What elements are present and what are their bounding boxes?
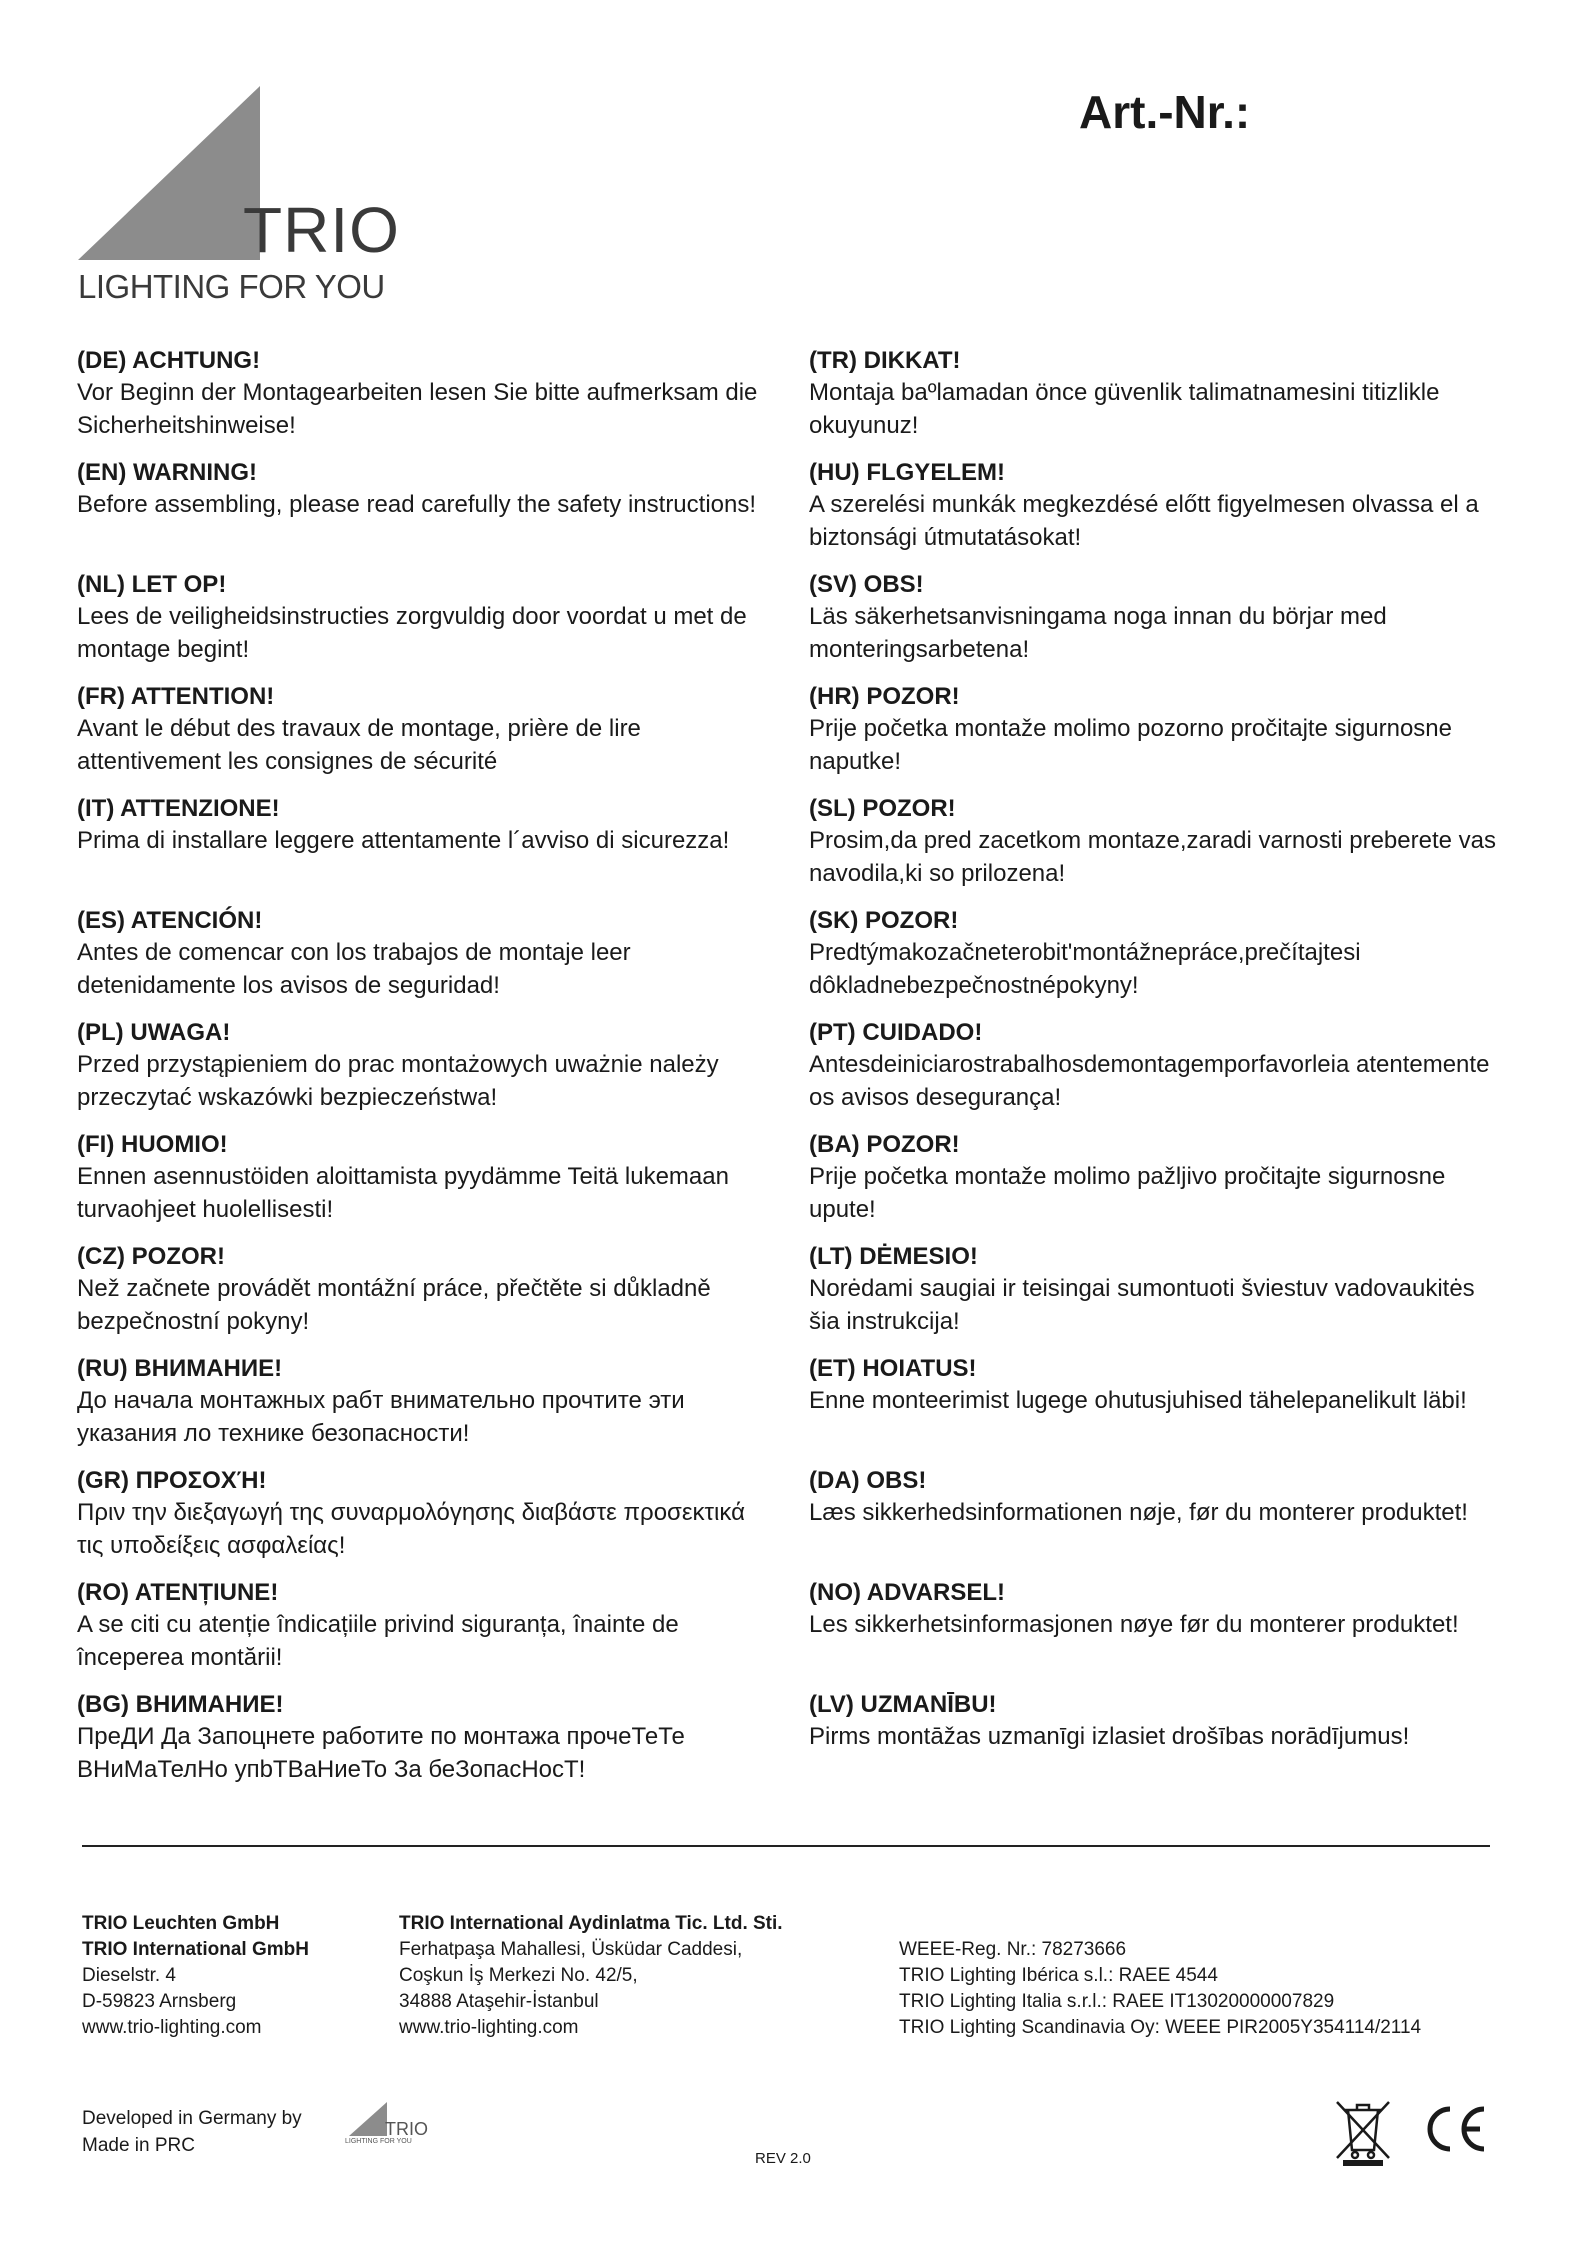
warning-block xyxy=(809,682,1509,794)
website: www.trio-lighting.com xyxy=(399,2017,579,2038)
warning-text: Prima di installare leggere attentamente l´avviso di sicurezza! xyxy=(77,827,730,854)
warning-text: Predtýmakozačneterobit'montážnepráce,prečítajtesi dôkladnebezpečnostnépokyny! xyxy=(809,939,1361,999)
warning-text: Prosim,da pred zacetkom montaze,zaradi varnosti preberete vas navodila,ki so prilozena! xyxy=(809,827,1496,887)
weee-registrations xyxy=(899,1937,1421,2041)
warning-heading: (BG) ВНИМАНИЕ! xyxy=(77,1691,284,1718)
warning-heading: (PT) CUIDADO! xyxy=(809,1019,983,1046)
warning-heading: (ES) ATENCIÓN! xyxy=(77,907,263,934)
city: 34888 Ataşehir-İstanbul xyxy=(399,1991,599,2012)
warning-heading: (FR) ATTENTION! xyxy=(77,683,275,710)
street: Dieselstr. 4 xyxy=(82,1965,176,1986)
warning-heading: (LV) UZMANĪBU! xyxy=(809,1691,997,1718)
ce-mark-icon xyxy=(1420,2103,1490,2155)
warning-block xyxy=(809,1242,1509,1354)
warning-text: Norėdami saugiai ir teisingai sumontuoti šviestuv vadovaukitės šia instrukcija! xyxy=(809,1275,1475,1335)
street: Ferhatpaşa Mahallesi, Üsküdar Caddesi, xyxy=(399,1939,743,1960)
logo-tagline: LIGHTING FOR YOU xyxy=(78,268,385,305)
warning-heading: (LT) DĖMESIO! xyxy=(809,1243,978,1270)
warning-heading: (ET) HOIATUS! xyxy=(809,1355,977,1382)
warning-text: ПреДИ Да Запоцнете работите по монтажа прочеТеТе ВНиМаТелНо упbТВаНиеТо За беЗопасНосТ! xyxy=(77,1723,685,1783)
warning-block xyxy=(77,906,777,1018)
trio-logo xyxy=(78,86,408,316)
warning-heading: (NO) ADVARSEL! xyxy=(809,1579,1005,1606)
warning-text: До начала монтажных рабт внимательно прочтите эти указания ло технике безопасности! xyxy=(77,1387,685,1447)
developed-text: Developed in Germany by xyxy=(82,2108,302,2129)
warning-block xyxy=(77,1018,777,1130)
warning-heading: (IT) ATTENZIONE! xyxy=(77,795,280,822)
weee-reg: WEEE-Reg. Nr.: 78273666 xyxy=(899,1939,1127,1960)
warning-heading: (SV) OBS! xyxy=(809,571,924,598)
revision-label: REV 2.0 xyxy=(755,2150,811,2167)
warning-block xyxy=(809,906,1509,1018)
warning-text: Πριν την διεξαγωγή της συναρμολόγησης διαβάστε προσεκτικά τις υποδείξεις ασφαλείας! xyxy=(77,1499,745,1559)
warning-text: Avant le début des travaux de montage, prière de lire attentivement les consignes de sécurité xyxy=(77,715,641,775)
mini-trio-logo xyxy=(345,2098,428,2148)
warning-heading: (CZ) POZOR! xyxy=(77,1243,225,1270)
warning-text: Vor Beginn der Montagearbeiten lesen Sie bitte aufmerksam die Sicherheitshinweise! xyxy=(77,379,758,439)
weee-bin-icon xyxy=(1331,2096,1395,2168)
warning-text: Les sikkerhetsinformasjonen nøye før du monterer produktet! xyxy=(809,1611,1459,1638)
warning-text: Antesdeiniciarostrabalhosdemontagemporfavorleia atentemente os avisos desegurança! xyxy=(809,1051,1490,1111)
warning-heading: (GR) ΠΡΟΣΟΧΉ! xyxy=(77,1467,267,1494)
warning-block xyxy=(809,1466,1509,1578)
warning-block xyxy=(77,346,777,458)
warning-heading: (NL) LET OP! xyxy=(77,571,227,598)
warning-text: Prije početka montaže molimo pozorno pročitajte sigurnosne naputke! xyxy=(809,715,1452,775)
warning-block xyxy=(77,1354,777,1466)
warning-block xyxy=(77,1242,777,1354)
warning-heading: (HR) POZOR! xyxy=(809,683,960,710)
warning-text: Przed przystąpieniem do prac montażowych uważnie należy przeczytać wskazówki bezpieczeństwa! xyxy=(77,1051,719,1111)
address-turkey xyxy=(399,1911,783,2041)
warnings-right-column xyxy=(809,346,1509,1802)
warning-heading: (RO) ATENȚIUNE! xyxy=(77,1579,279,1606)
company-name: TRIO International GmbH xyxy=(82,1939,309,1960)
warning-text: Montaja baºlamadan önce güvenlik talimatnamesini titizlikle okuyunuz! xyxy=(809,379,1440,439)
mini-logo-brand: TRIO xyxy=(385,2119,428,2139)
warning-heading: (DA) OBS! xyxy=(809,1467,927,1494)
warning-text: A se citi cu atenție îndicațiile privind siguranța, înainte de începerea montării! xyxy=(77,1611,679,1671)
warning-block xyxy=(77,458,777,570)
warning-block xyxy=(77,1690,777,1802)
warning-block xyxy=(809,570,1509,682)
weee-scandinavia: TRIO Lighting Scandinavia Oy: WEEE PIR2005Y354114/2114 xyxy=(899,2017,1422,2038)
warning-block xyxy=(809,346,1509,458)
footer-divider xyxy=(82,1845,1490,1847)
warning-heading: (HU) FLGYELEM! xyxy=(809,459,1005,486)
article-number-label: Art.-Nr.: xyxy=(1079,86,1251,138)
warning-text: Läs säkerhetsanvisningama noga innan du börjar med monteringsarbetena! xyxy=(809,603,1387,663)
warning-heading: (BA) POZOR! xyxy=(809,1131,960,1158)
warning-block xyxy=(77,1578,777,1690)
company-name: TRIO International Aydinlatma Tic. Ltd. Sti. xyxy=(399,1913,783,1934)
warning-text: Before assembling, please read carefully the safety instructions! xyxy=(77,491,757,518)
website: www.trio-lighting.com xyxy=(82,2017,262,2038)
warning-block xyxy=(77,1130,777,1242)
warning-text: Antes de comencar con los trabajos de montaje leer detenidamente los avisos de seguridad! xyxy=(77,939,631,999)
logo-brand: TRIO xyxy=(243,194,400,266)
warning-block xyxy=(809,1578,1509,1690)
warning-heading: (EN) WARNING! xyxy=(77,459,257,486)
city: D-59823 Arnsberg xyxy=(82,1991,237,2012)
warning-block xyxy=(809,794,1509,906)
warning-heading: (DE) ACHTUNG! xyxy=(77,347,261,374)
warning-block xyxy=(77,682,777,794)
warning-text: Pirms montāžas uzmanīgi izlasiet drošības norādījumus! xyxy=(809,1723,1410,1750)
warning-block xyxy=(77,570,777,682)
building: Coşkun İş Merkezi No. 42/5, xyxy=(399,1965,638,1986)
warnings-left-column xyxy=(77,346,777,1802)
ce-mark-label: CE xyxy=(1420,2103,1422,2104)
warning-text: Než začnete provádět montážní práce, přečtěte si důkladně bezpečnostní pokyny! xyxy=(77,1275,711,1335)
address-germany xyxy=(82,1911,309,2041)
warning-heading: (SL) POZOR! xyxy=(809,795,956,822)
raee-iberica: TRIO Lighting Ibérica s.l.: RAEE 4544 xyxy=(899,1965,1218,1986)
warning-heading: (PL) UWAGA! xyxy=(77,1019,231,1046)
warning-block xyxy=(77,794,777,906)
warning-heading: (TR) DIKKAT! xyxy=(809,347,961,374)
warning-block xyxy=(809,1690,1509,1802)
warning-heading: (SK) POZOR! xyxy=(809,907,959,934)
warning-block xyxy=(809,458,1509,570)
warning-text: Læs sikkerhedsinformationen nøje, før du monterer produktet! xyxy=(809,1499,1468,1526)
warning-block xyxy=(809,1354,1509,1466)
origin-note xyxy=(82,2105,302,2159)
warning-text: Lees de veiligheidsinstructies zorgvuldig door voordat u met de montage begint! xyxy=(77,603,747,663)
warning-block xyxy=(809,1130,1509,1242)
made-in-text: Made in PRC xyxy=(82,2135,195,2156)
warning-text: Prije početka montaže molimo pažljivo pročitajte sigurnosne upute! xyxy=(809,1163,1446,1223)
company-name: TRIO Leuchten GmbH xyxy=(82,1913,280,1934)
warning-heading: (FI) HUOMIO! xyxy=(77,1131,228,1158)
raee-italia: TRIO Lighting Italia s.r.l.: RAEE IT13020000007829 xyxy=(899,1991,1335,2012)
warning-text: Ennen asennustöiden aloittamista pyydämme Teitä lukemaan turvaohjeet huolellisesti! xyxy=(77,1163,729,1223)
warning-text: Enne monteerimist lugege ohutusjuhised tähelepanelikult läbi! xyxy=(809,1387,1467,1414)
warning-text: A szerelési munkák megkezdésé előtt figyelmesen olvassa el a biztonsági útmutatásokat! xyxy=(809,491,1479,551)
warning-heading: (RU) ВНИМАНИЕ! xyxy=(77,1355,283,1382)
warning-block xyxy=(77,1466,777,1578)
warning-block xyxy=(809,1018,1509,1130)
mini-logo-tagline: LIGHTING FOR YOU xyxy=(345,2138,412,2145)
